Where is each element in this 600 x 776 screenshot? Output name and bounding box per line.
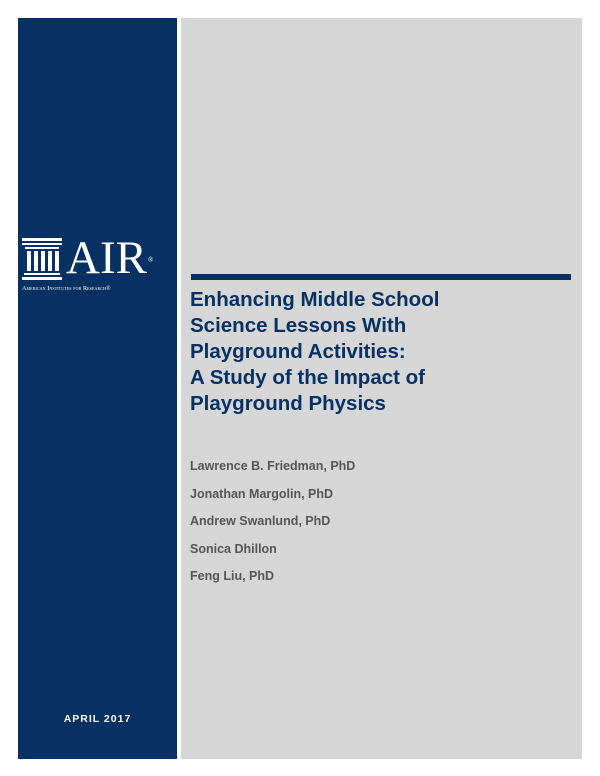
author-name: Feng Liu, PhD [190,569,275,583]
title-line: Playground Physics [190,392,386,415]
title-line: Playground Activities: [190,340,406,363]
publication-date: APRIL 2017 [63,713,132,725]
logo-subtitle: American Institutes for Research® [22,286,111,292]
author-name: Sonica Dhillon [190,541,277,556]
building-columns-icon [22,238,62,280]
author-list [190,458,570,596]
title-line: Science Lessons With [190,314,407,337]
cover-left-panel [18,18,177,759]
title-line: A Study of the Impact of [190,366,425,389]
title-rule [191,274,571,280]
author-name: Lawrence B. Friedman, PhD [190,459,356,473]
author-name: Andrew Swanlund, PhD [190,514,331,528]
logo-wordmark: AIR® [66,232,154,284]
title-line: Enhancing Middle School [190,288,440,311]
air-logo [22,234,172,292]
author-name: Jonathan Margolin, PhD [190,486,334,501]
report-title [190,287,570,417]
